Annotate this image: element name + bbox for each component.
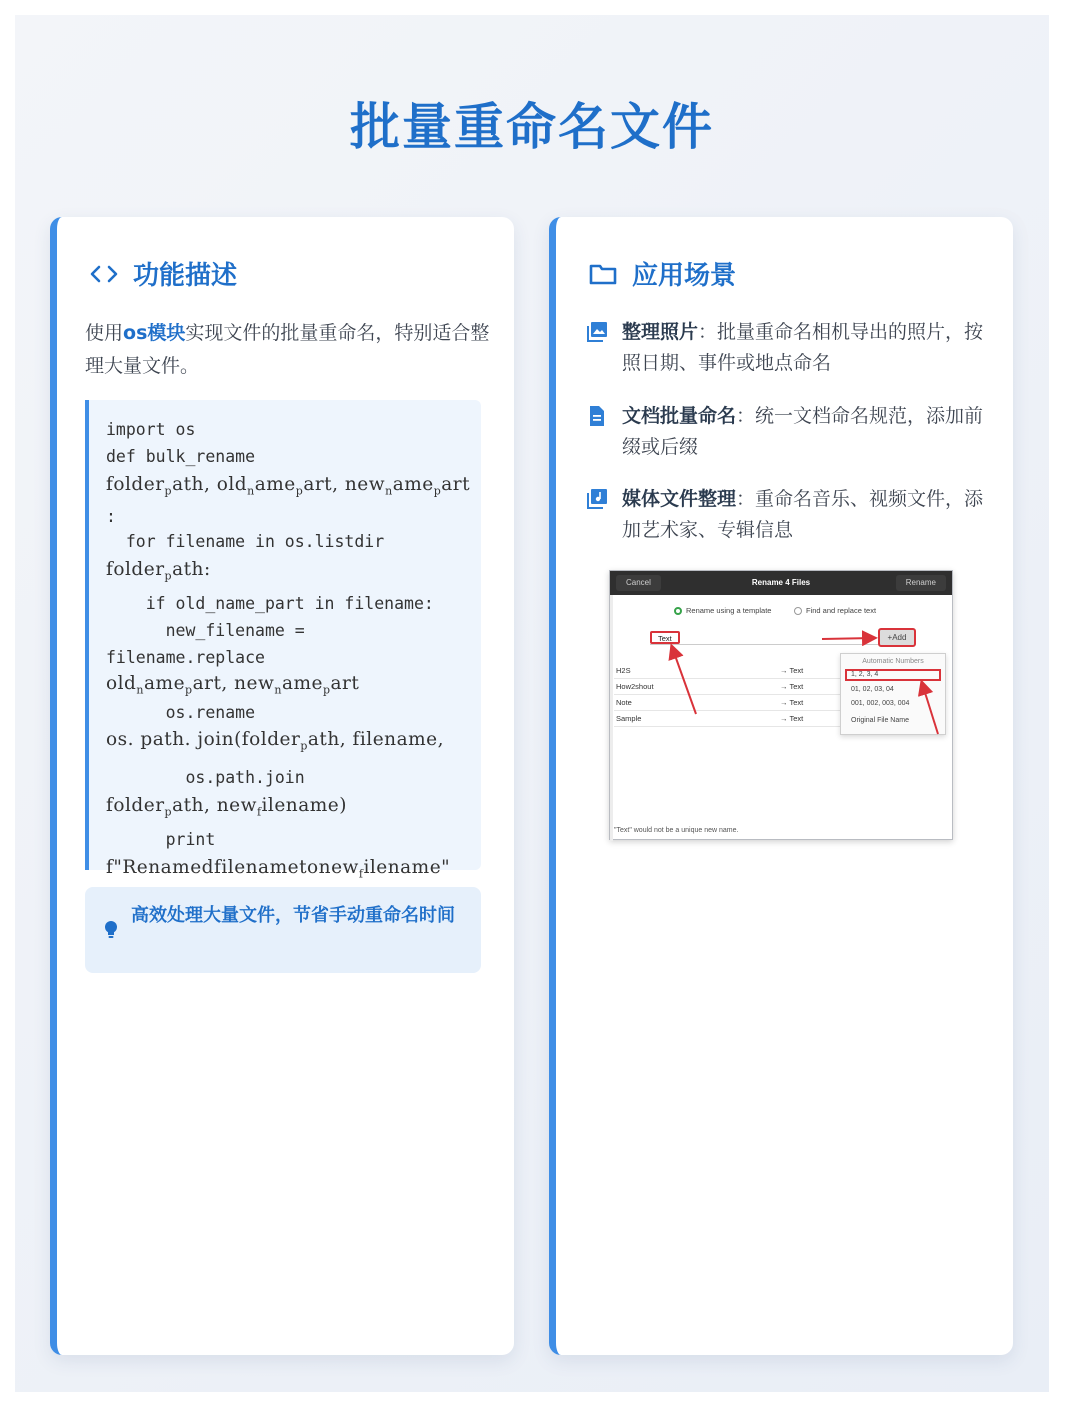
scenario-item [586,401,986,463]
code-line: import os [106,420,196,439]
code-line: def bulk_rename [106,447,256,466]
annotation-arrows [610,571,954,841]
popup-item[interactable]: 01, 02, 03, 04 [851,686,894,693]
card-heading-text: 功能描述 [133,261,238,291]
file-row: H2S → Text [614,663,844,679]
code-line: if old_name_part in filename: [106,594,434,614]
option-template[interactable]: Rename using a template [674,606,771,615]
code-line-math: old$_n$ame$_p$art, new$_n$ame$_p$art [106,673,360,698]
option-replace[interactable]: Find and replace text [794,606,876,615]
description-suffix: 实现文件的批量重命名，特别适合整理大量文件。 [85,322,490,377]
code-line-math: folder$_p$ath, new$_f$ilename) [106,794,347,819]
code-line: os.path.join [106,767,305,787]
description-prefix: 使用 [85,322,124,344]
scenario-separator: ： [698,321,718,343]
code-line: new_filename = [106,621,305,641]
photo-icon [586,321,608,343]
file-row: Note → Text [614,695,844,711]
tip-text: 高效处理大量文件，节省手动重命名时间 [131,905,455,926]
popup-item[interactable]: Original File Name [851,717,909,724]
rename-dialog-screenshot [609,570,953,840]
file-row: Sample → Text [614,711,844,727]
description-highlight: os模块 [123,322,186,344]
use-cases-card [549,217,1013,1355]
add-button[interactable]: +Add [878,628,916,647]
text-token[interactable]: Text [650,631,680,644]
scenario-text: 批量重命名相机导出的照片，按照日期、事件或地点命名 [622,321,984,374]
code-line: : [106,506,116,526]
file-row: How2shout → Text [614,679,844,695]
scenario-text: 统一文档命名规范，添加前缀或后缀 [622,405,984,458]
tip-box [85,887,481,973]
document-icon [586,405,608,427]
scenario-text: 重命名音乐、视频文件，添加艺术家、专辑信息 [622,488,984,541]
code-line: for filename in os.listdir [106,531,385,551]
scenario-title: 文档批量命名 [622,405,737,427]
code-block [85,400,481,882]
popup-item[interactable]: 1, 2, 3, 4 [851,671,879,678]
code-line: os.rename [106,703,256,723]
code-line-math: folder$_p$ath, old$_n$ame$_p$art, new$_n$ame$_p$art [106,474,471,498]
scenario-separator: ： [736,488,756,510]
lightbulb-icon [104,920,118,944]
rename-button[interactable]: Rename [896,575,946,591]
scenario-title: 整理照片 [622,321,699,343]
code-line: filename.replace [106,648,265,668]
scenario-separator: ： [736,405,756,427]
code-brackets-icon [87,257,121,291]
code-line: print [106,830,216,850]
page-background [15,15,1049,1392]
popup-header: Automatic Numbers [862,658,924,665]
code-line-math: f"Renamedfilenametonew$_f$ilename" [106,857,451,882]
card-heading [586,255,736,292]
page-title: 批量重命名文件 [350,98,714,156]
status-message: "Text" would not be a unique new name. [614,827,739,834]
dialog-title: Rename 4 Files [751,578,811,587]
code-line-math: os. path. join(folder$_p$ath, filename, [106,729,444,753]
scenario-title: 媒体文件整理 [622,488,737,510]
code-line-math: folder$_p$ath: [106,558,211,583]
cancel-button[interactable]: Cancel [616,575,661,591]
popup-item[interactable]: 001, 002, 003, 004 [851,700,910,707]
scenario-item [586,484,986,546]
music-icon [586,488,608,510]
card-heading-text: 应用场景 [632,261,737,291]
scenario-item [586,317,986,379]
feature-description [85,317,495,383]
folder-icon [586,257,620,291]
card-heading [87,255,237,292]
feature-description-card [50,217,514,1355]
